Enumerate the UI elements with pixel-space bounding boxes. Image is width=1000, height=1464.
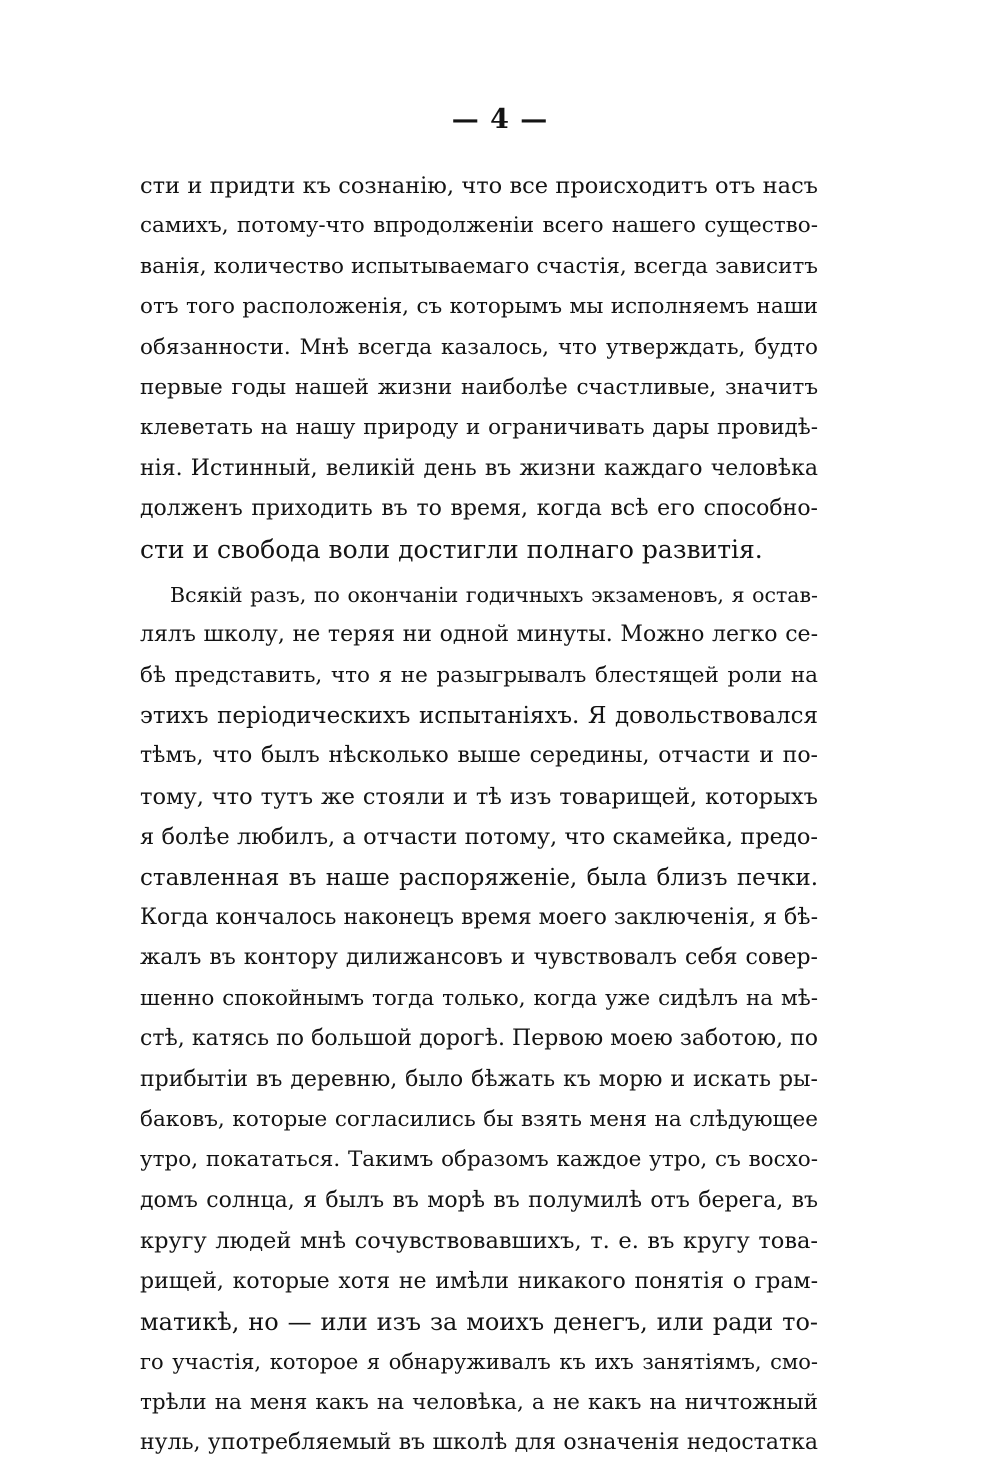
text-line: сти и придти къ сознанію, что все происходитъ отъ насъ: [140, 173, 818, 199]
text-line: баковъ, которые согласились бы взять меня на слѣдующее: [140, 1106, 818, 1132]
paragraph-1: [140, 166, 818, 570]
text-line: нуль, употребляемый въ школѣ для означенія недостатка: [140, 1430, 818, 1456]
text-line: отъ того расположенія, съ которымъ мы исполняемъ наши: [140, 294, 818, 320]
text-line: обязанности. Мнѣ всегда казалось, что утверждать, будто: [140, 334, 818, 360]
text-line: нія. Истинный, великій день въ жизни каждаго человѣка: [140, 455, 818, 481]
paragraph-2: [140, 575, 818, 1464]
text-line: первые годы нашей жизни наиболѣе счастливые, значитъ: [140, 374, 818, 400]
text-line: стѣ, катясь по большой дорогѣ. Первою моею заботою, по: [140, 1026, 818, 1052]
text-line: домъ солнца, я былъ въ морѣ въ полумилѣ отъ берега, въ: [140, 1187, 818, 1213]
text-line: трѣли на меня какъ на человѣка, а не какъ на ничтожный: [140, 1389, 818, 1415]
text-line: этихъ періодическихъ испытаніяхъ. Я довольствовался: [140, 703, 818, 730]
text-line: шенно спокойнымъ тогда только, когда уже сидѣлъ на мѣ-: [140, 985, 818, 1011]
text-line: Когда кончалось наконецъ время моего заключенія, я бѣ-: [140, 905, 818, 931]
text-line: долженъ приходить въ то время, когда всѣ его способно-: [140, 496, 818, 522]
text-line: тому, что тутъ же стояли и тѣ изъ товарищей, которыхъ: [140, 783, 818, 810]
text-line: клеветать на нашу природу и ограничивать дары провидѣ-: [140, 415, 818, 441]
text-line: Всякій разъ, по окончаніи годичныхъ экзаменовъ, я остав-: [170, 582, 818, 607]
text-line: тѣмъ, что былъ нѣсколько выше середины, отчасти и по-: [140, 743, 818, 769]
text-line: ставленная въ наше распоряженіе, была близъ печки.: [140, 864, 818, 891]
text-line: рищей, которые хотя не имѣли никакого понятія о грам-: [140, 1268, 818, 1294]
page-number: — 4 —: [451, 104, 549, 135]
text-line: матикѣ, но — или изъ за моихъ денегъ, или ради то-: [140, 1307, 818, 1336]
text-line: ванія, количество испытываемаго счастія, всегда зависитъ: [140, 253, 818, 279]
text-line: утро, покататься. Такимъ образомъ каждое утро, съ восхо-: [140, 1147, 818, 1173]
text-line: прибытіи въ деревню, было бѣжать къ морю и искать ры-: [140, 1066, 818, 1092]
text-line: лялъ школу, не теряя ни одной минуты. Можно легко се-: [140, 622, 818, 648]
text-line: го участія, которое я обнаруживалъ къ ихъ занятіямъ, смо-: [140, 1350, 818, 1375]
text-line: бѣ представить, что я не разыгрывалъ блестящей роли на: [140, 662, 818, 688]
text-line: сти и свобода воли достигли полнаго развитія.: [140, 534, 763, 564]
text-line: я болѣе любилъ, а отчасти потому, что скамейка, предо-: [140, 824, 818, 851]
text-line: кругу людей мнѣ сочувствовавшихъ, т. е. въ кругу това-: [140, 1228, 818, 1255]
text-line: жалъ въ контору дилижансовъ и чувствовалъ себя совер-: [140, 945, 818, 971]
text-line: самихъ, потому-что впродолженіи всего нашего существо-: [140, 213, 818, 239]
body-text: [140, 166, 818, 1464]
